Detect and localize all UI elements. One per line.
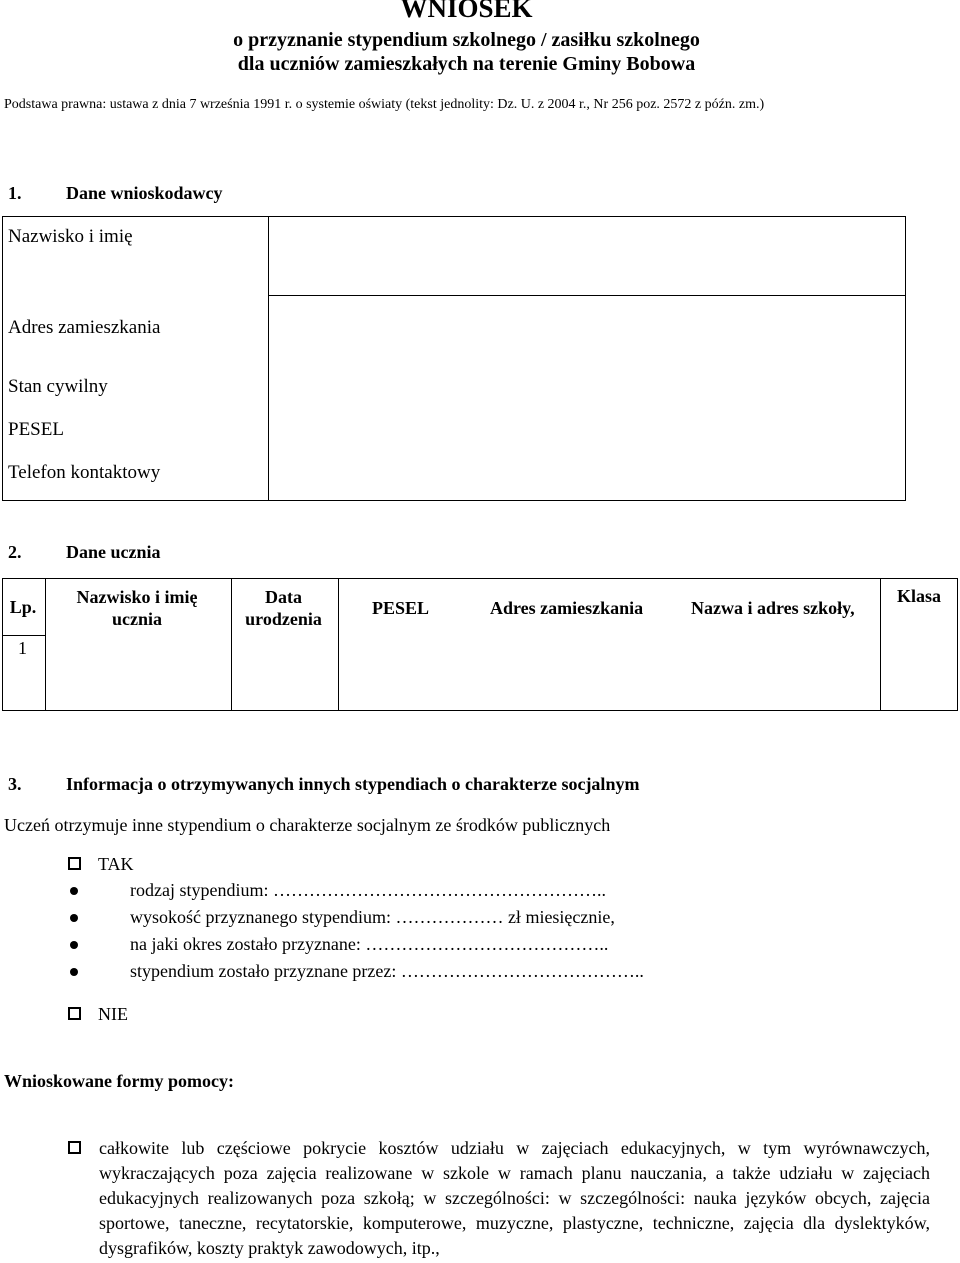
- column-header-pesel: PESEL: [372, 598, 430, 618]
- table-row-number: 1: [18, 638, 27, 658]
- option-no[interactable]: [68, 1007, 81, 1025]
- scholarship-question: Uczeń otrzymuje inne stypendium o charakterze socjalnym ze środków publicznych: [4, 815, 611, 835]
- detail-scholarship-type: rodzaj stypendium: ………………………………………………..: [130, 880, 606, 900]
- no-checkbox[interactable]: [68, 1007, 81, 1020]
- section3-title: Informacja o otrzymywanych innych stypendiach o charakterze socjalnym: [66, 774, 640, 794]
- bullet-icon: [70, 968, 78, 976]
- legal-basis: Podstawa prawna: ustawa z dnia 7 września 1991 r. o systemie oświaty (tekst jednolity: Dz. U. z 2004 r., Nr 256 poz. 2572 z późn. zm.): [4, 97, 765, 112]
- applicant-name-field[interactable]: [270, 218, 904, 294]
- help-option-1-text: całkowite lub częściowe pokrycie kosztów udziału w zajęciach edukacyjnych, w tym wyrównawczych, wykraczających poza zajęcia realizowane w szkole w ramach planu nauczania, a także udziału w zajęciach edukacyjnych realizowanych poza szkołą; w szczególności: w szczególności: nauka języków obcych, zajęcia sportowe, taneczne, recytatorskie, komputerowe, muzyczne, plastyczne, techniczne, zajęcia dla dyslektyków, dysgrafików, koszty praktyk zawodowych, itp.,: [99, 1138, 930, 1258]
- detail-scholarship-period: na jaki okres zostało przyznane: …………………………………..: [130, 934, 609, 954]
- option-yes-label: TAK: [98, 854, 134, 874]
- option-yes[interactable]: [68, 857, 81, 875]
- help-option-1-checkbox[interactable]: [68, 1141, 81, 1154]
- section2-title: Dane ucznia: [66, 542, 161, 562]
- applicant-details-field[interactable]: [270, 297, 904, 499]
- column-header-name-line1: Nazwisko i imię: [76, 587, 198, 607]
- column-header-dob: [230, 586, 337, 630]
- applicant-row-divider: [268, 295, 905, 296]
- bullet-icon: [70, 914, 78, 922]
- section1-heading: [8, 183, 223, 204]
- section1-title: Dane wnioskodawcy: [66, 183, 223, 203]
- field-label-address: Adres zamieszkania: [8, 317, 161, 338]
- column-header-class: Klasa: [896, 586, 941, 606]
- table-header-divider: [3, 635, 45, 636]
- column-header-name: [44, 586, 230, 630]
- column-header-lp: Lp.: [9, 597, 37, 617]
- form-subtitle-line1: o przyznanie stypendium szkolnego / zasiłku szkolnego: [233, 29, 700, 51]
- applicant-column-divider: [268, 217, 269, 500]
- form-subtitle-line2: dla uczniów zamieszkałych na terenie Gminy Bobowa: [237, 53, 696, 75]
- section3-heading: [8, 774, 639, 795]
- column-header-name-line2: ucznia: [111, 609, 162, 629]
- field-label-marital-status: Stan cywilny: [8, 376, 108, 397]
- detail-scholarship-granter: stypendium zostało przyznane przez: …………………………………..: [130, 961, 644, 981]
- section1-number: 1.: [8, 183, 22, 203]
- column-header-address: Adres zamieszkania: [490, 598, 644, 618]
- student-row-field[interactable]: [232, 634, 877, 709]
- help-forms-title: Wnioskowane formy pomocy:: [4, 1071, 234, 1091]
- section3-number: 3.: [8, 774, 22, 794]
- bullet-icon: [70, 941, 78, 949]
- detail-scholarship-amount: wysokość przyznanego stypendium: ……………… zł miesięcznie,: [130, 907, 615, 927]
- column-header-dob-line1: Data: [265, 587, 302, 607]
- bullet-icon: [70, 887, 78, 895]
- yes-checkbox[interactable]: [68, 857, 81, 870]
- option-no-label: NIE: [98, 1004, 128, 1024]
- column-header-dob-line2: urodzenia: [245, 609, 322, 629]
- field-label-name: Nazwisko i imię: [8, 226, 133, 247]
- section2-number: 2.: [8, 542, 22, 562]
- field-label-pesel: PESEL: [8, 419, 64, 440]
- form-title: WNIOSEK: [400, 0, 533, 23]
- help-option-1[interactable]: [68, 1141, 81, 1159]
- field-label-phone: Telefon kontaktowy: [8, 462, 161, 483]
- section2-heading: [8, 542, 161, 563]
- column-header-school: Nazwa i adres szkoły,: [691, 598, 855, 618]
